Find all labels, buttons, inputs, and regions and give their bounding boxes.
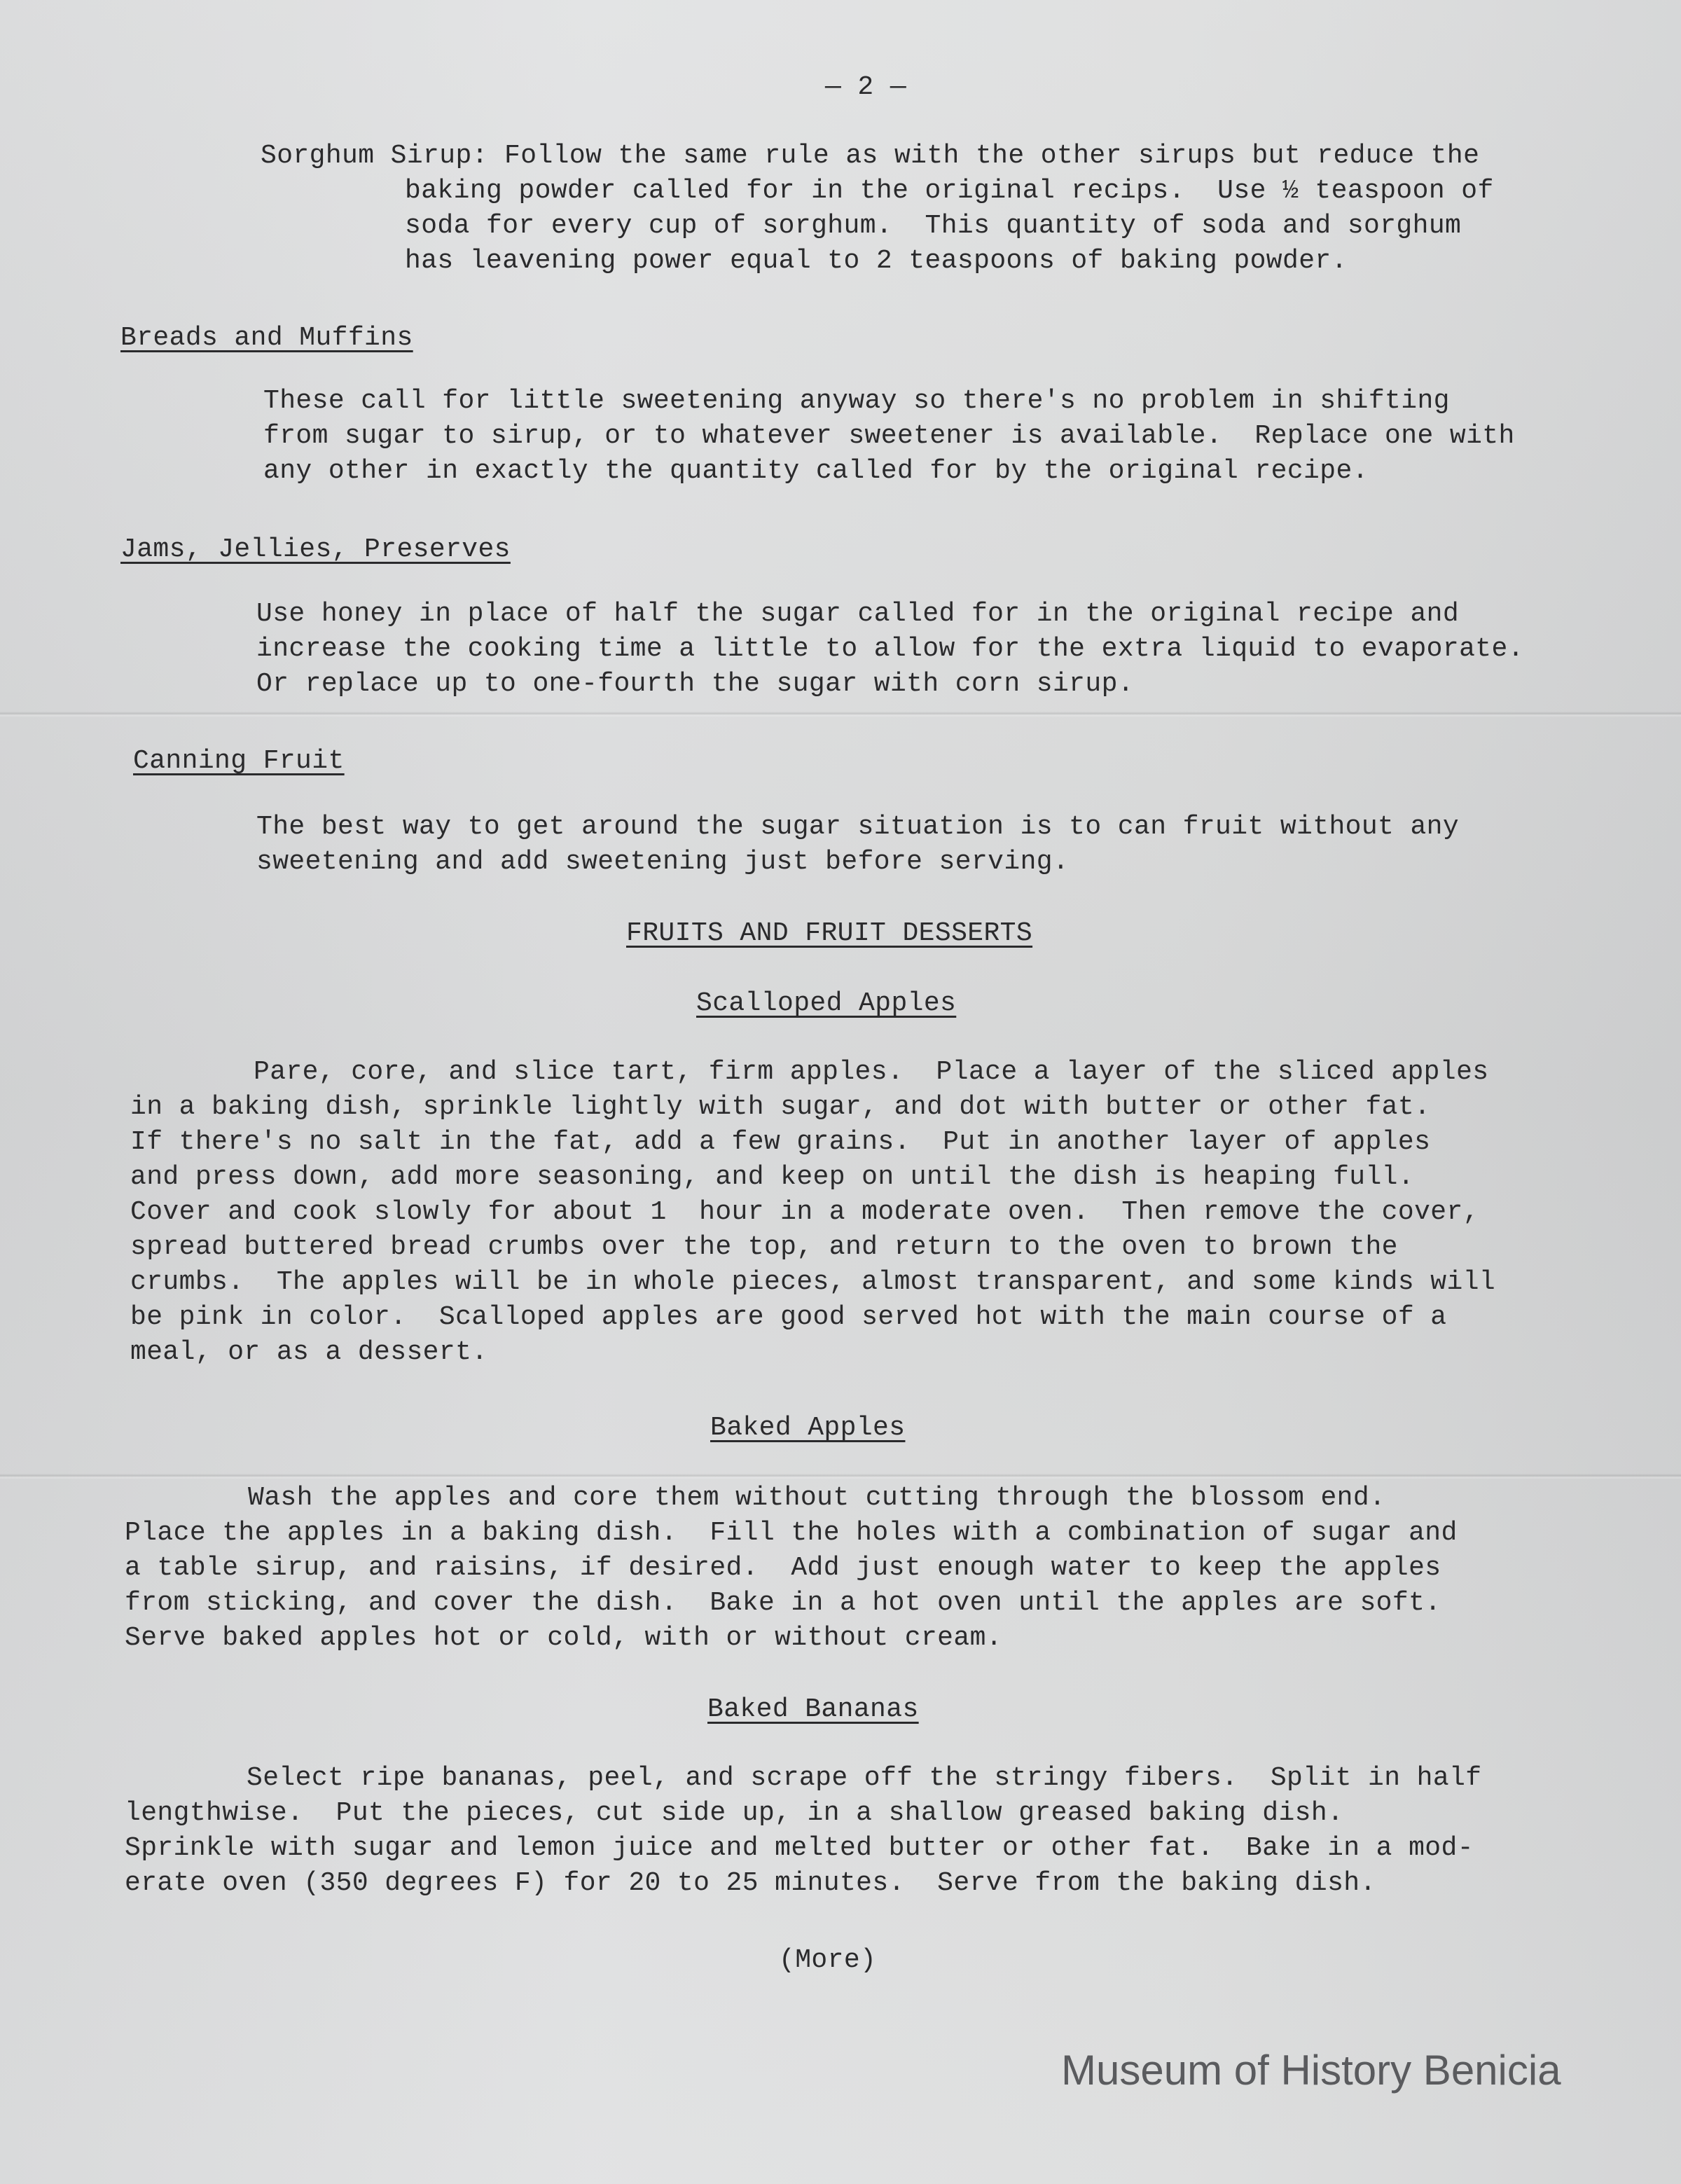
scalloped-line: If there's no salt in the fat, add a few grains. Put in another layer of apples — [130, 1127, 1431, 1157]
scalloped-heading: Scalloped Apples — [696, 988, 957, 1018]
jams-line: Or replace up to one-fourth the sugar with corn sirup. — [256, 669, 1134, 699]
scalloped-line: spread buttered bread crumbs over the top, and return to the oven to brown the — [130, 1232, 1398, 1262]
scalloped-line: be pink in color. Scalloped apples are good served hot with the main course of a — [130, 1302, 1447, 1332]
sorghum-paragraph — [405, 174, 1494, 279]
scalloped-line: and press down, add more seasoning, and keep on until the dish is heaping full. — [130, 1162, 1415, 1192]
baked-apples-line-1: Wash the apples and core them without cutting through the blossom end. — [248, 1483, 1386, 1513]
sorghum-line: has leavening power equal to 2 teaspoons of baking powder. — [405, 246, 1348, 276]
scalloped-line: in a baking dish, sprinkle lightly with sugar, and dot with butter or other fat. — [130, 1092, 1431, 1122]
canning-paragraph — [256, 810, 1459, 880]
sorghum-line: baking powder called for in the original recips. Use ½ teaspoon of — [405, 176, 1494, 206]
continued-marker: (More) — [779, 1945, 877, 1975]
section-title: FRUITS AND FRUIT DESSERTS — [626, 918, 1033, 948]
baked-apples-paragraph — [125, 1516, 1458, 1656]
jams-heading: Jams, Jellies, Preserves — [120, 534, 511, 565]
canning-line: The best way to get around the sugar situation is to can fruit without any — [256, 812, 1460, 842]
page-number: — 2 — — [825, 72, 907, 102]
baked-apples-line: a table sirup, and raisins, if desired. Add just enough water to keep the apples — [125, 1553, 1441, 1583]
paper-fold-line — [0, 1474, 1681, 1479]
sorghum-line: soda for every cup of sorghum. This quantity of soda and sorghum — [405, 211, 1462, 241]
baked-bananas-line: lengthwise. Put the pieces, cut side up, in a shallow greased baking dish. — [125, 1798, 1344, 1828]
jams-line: increase the cooking time a little to allow for the extra liquid to evaporate. — [256, 634, 1524, 664]
breads-heading: Breads and Muffins — [120, 323, 413, 353]
paper-fold-line — [0, 712, 1681, 717]
breads-paragraph — [263, 384, 1515, 489]
baked-apples-line: from sticking, and cover the dish. Bake in a hot oven until the apples are soft. — [125, 1588, 1441, 1618]
canning-heading: Canning Fruit — [133, 746, 345, 776]
scalloped-line: crumbs. The apples will be in whole pieces, almost transparent, and some kinds will — [130, 1267, 1496, 1297]
jams-paragraph — [256, 597, 1524, 702]
baked-bananas-line-1: Select ripe bananas, peel, and scrape off the stringy fibers. Split in half — [247, 1763, 1482, 1793]
canning-line: sweetening and add sweetening just before serving. — [256, 847, 1070, 877]
baked-apples-line: Serve baked apples hot or cold, with or without cream. — [125, 1623, 1002, 1653]
baked-bananas-heading: Baked Bananas — [707, 1694, 919, 1725]
jams-line: Use honey in place of half the sugar called for in the original recipe and — [256, 599, 1460, 629]
baked-bananas-paragraph — [125, 1796, 1474, 1901]
baked-bananas-line: erate oven (350 degrees F) for 20 to 25 minutes. Serve from the baking dish. — [125, 1868, 1376, 1898]
sorghum-line-1: Sorghum Sirup: Follow the same rule as with the other sirups but reduce the — [261, 141, 1480, 171]
scalloped-paragraph — [130, 1090, 1495, 1370]
breads-line: from sugar to sirup, or to whatever sweetener is available. Replace one with — [263, 421, 1515, 451]
museum-watermark: Museum of History Benicia — [1061, 2047, 1561, 2094]
scalloped-line: Cover and cook slowly for about 1 hour in a moderate oven. Then remove the cover, — [130, 1197, 1479, 1227]
baked-bananas-line: Sprinkle with sugar and lemon juice and melted butter or other fat. Bake in a mod- — [125, 1833, 1474, 1863]
scalloped-line: meal, or as a dessert. — [130, 1337, 488, 1367]
baked-apples-heading: Baked Apples — [710, 1413, 906, 1443]
scalloped-line-1: Pare, core, and slice tart, firm apples. Place a layer of the sliced apples — [254, 1057, 1489, 1087]
breads-line: These call for little sweetening anyway so there's no problem in shifting — [263, 386, 1450, 416]
baked-apples-line: Place the apples in a baking dish. Fill the holes with a combination of sugar and — [125, 1518, 1458, 1548]
breads-line: any other in exactly the quantity called for by the original recipe. — [263, 456, 1369, 486]
